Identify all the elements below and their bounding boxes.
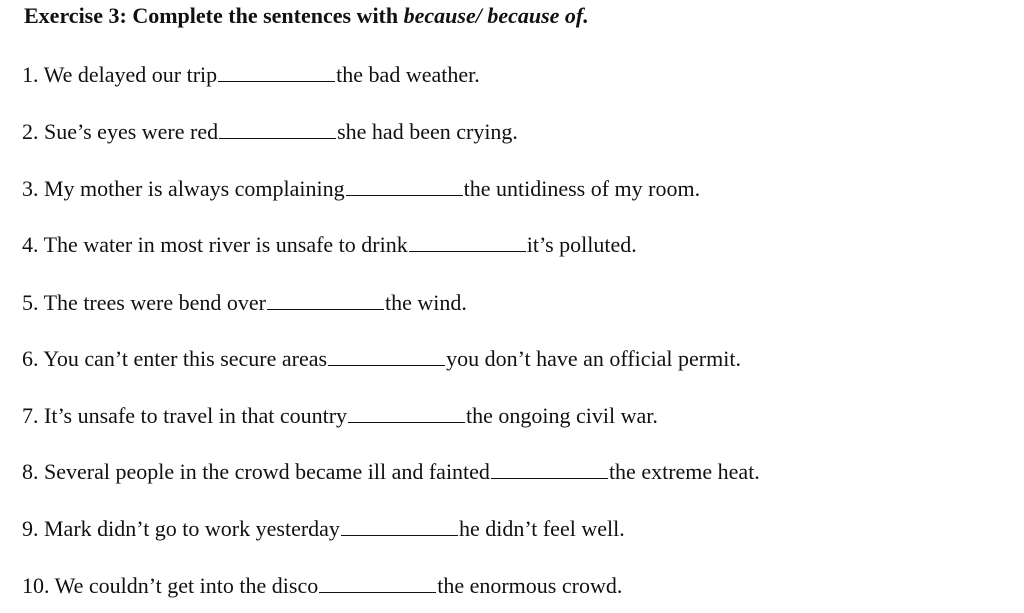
exercise-title-emphasis: because/ because of. xyxy=(403,3,589,28)
exercise-title-prefix: Exercise 3: Complete the sentences with xyxy=(24,3,404,28)
item-number: 4. xyxy=(22,232,39,257)
item-number: 9. xyxy=(22,516,39,541)
item-text-before: You can’t enter this secure areas xyxy=(43,346,328,371)
item-text-before: The water in most river is unsafe to drink xyxy=(43,232,408,257)
item-number: 3. xyxy=(22,176,39,201)
item-text-after: she had been crying. xyxy=(337,119,518,144)
sentence-item xyxy=(22,289,467,317)
answer-blank[interactable] xyxy=(319,572,436,593)
answer-blank[interactable] xyxy=(348,402,465,423)
item-text-before: Sue’s eyes were red xyxy=(44,119,219,144)
item-text-after: you don’t have an official permit. xyxy=(446,346,741,371)
answer-blank[interactable] xyxy=(491,458,608,479)
item-number: 1. xyxy=(22,62,39,87)
sentence-item xyxy=(22,175,700,203)
sentence-item xyxy=(22,61,480,89)
item-text-before: Several people in the crowd became ill and fainted xyxy=(44,459,490,484)
answer-blank[interactable] xyxy=(219,118,336,139)
sentence-item xyxy=(22,515,625,543)
answer-blank[interactable] xyxy=(328,345,445,366)
item-text-after: the wind. xyxy=(384,290,467,315)
sentence-item xyxy=(22,572,622,600)
item-text-before: We delayed our trip xyxy=(43,62,218,87)
item-number: 2. xyxy=(22,119,39,144)
item-text-after: the extreme heat. xyxy=(608,459,760,484)
sentence-item xyxy=(22,118,518,146)
item-number: 10. xyxy=(22,573,50,598)
sentence-item xyxy=(22,458,760,486)
item-text-after: it’s polluted. xyxy=(526,232,637,257)
sentence-item xyxy=(22,402,658,430)
answer-blank[interactable] xyxy=(341,515,458,536)
answer-blank[interactable] xyxy=(267,289,384,310)
item-text-after: the untidiness of my room. xyxy=(463,176,701,201)
answer-blank[interactable] xyxy=(409,231,526,252)
sentence-item xyxy=(22,231,637,259)
item-text-after: the enormous crowd. xyxy=(437,573,623,598)
item-number: 6. xyxy=(22,346,39,371)
item-number: 5. xyxy=(22,290,39,315)
sentence-item xyxy=(22,345,741,373)
item-text-before: The trees were bend over xyxy=(43,290,266,315)
item-text-after: the bad weather. xyxy=(336,62,480,87)
answer-blank[interactable] xyxy=(346,175,463,196)
item-text-before: Mark didn’t go to work yesterday xyxy=(44,516,340,541)
item-text-after: the ongoing civil war. xyxy=(466,403,658,428)
exercise-title xyxy=(24,3,589,29)
item-number: 7. xyxy=(22,403,39,428)
item-text-before: We couldn’t get into the disco xyxy=(54,573,319,598)
answer-blank[interactable] xyxy=(218,61,335,82)
item-number: 8. xyxy=(22,459,39,484)
item-text-after: he didn’t feel well. xyxy=(458,516,625,541)
item-text-before: My mother is always complaining xyxy=(44,176,345,201)
item-text-before: It’s unsafe to travel in that country xyxy=(44,403,348,428)
